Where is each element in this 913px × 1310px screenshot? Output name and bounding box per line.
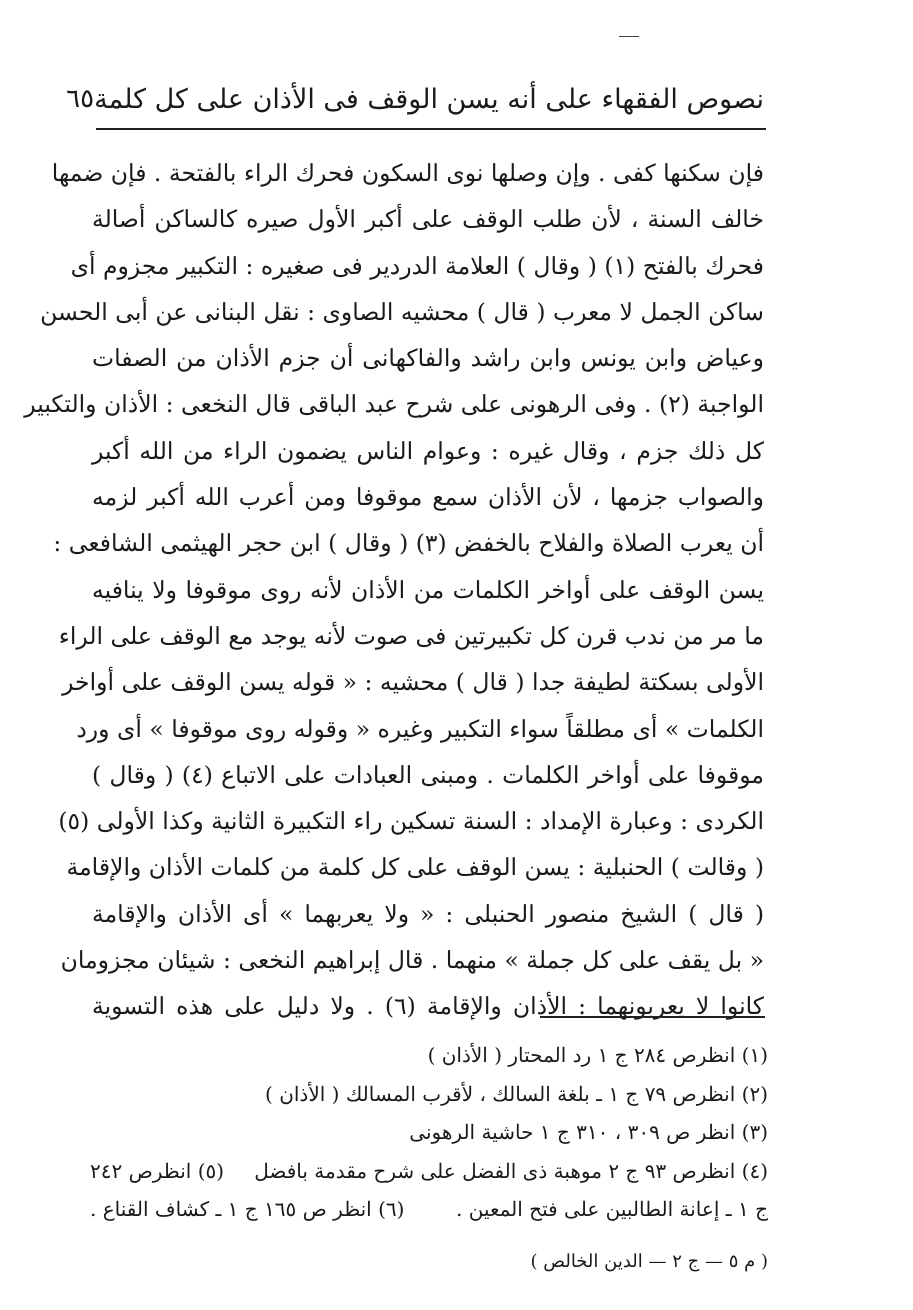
footnotes-section	[90, 1036, 768, 1229]
text-line: « بل يقف على كل جملة » منهما . قال إبراهيم النخعى : شيئان مجزومان	[60, 946, 764, 975]
text-line: ( وقالت ) الحنبلية : يسن الوقف على كل كلمة من كلمات الأذان والإقامة	[66, 853, 764, 882]
text-line: الأولى بسكتة لطيفة جدا ( قال ) محشيه : « قوله يسن الوقف على أواخر	[62, 668, 764, 697]
page-number: ٦٥	[66, 84, 95, 114]
text-line: ما مر من ندب قرن كل تكبيرتين فى صوت لأنه يوجد مع الوقف على الراء	[58, 621, 764, 650]
text-line: خالف السنة ، لأن طلب الوقف على أكبر الأول صيره كالساكن أصالة	[92, 205, 764, 234]
footnote-6: (٦) انظر ص ١٦٥ ج ١ ـ كشاف القناع .	[90, 1197, 405, 1221]
footnote-row-6	[90, 1190, 768, 1229]
footnote-5-continuation: ج ١ ـ إعانة الطالبين على فتح المعين .	[455, 1197, 768, 1221]
text-line: ( قال ) الشيخ منصور الحنبلى : « ولا يعربهما » أى الأذان والإقامة	[92, 899, 764, 928]
footnote-divider	[540, 1016, 765, 1018]
text-line: أن يعرب الصلاة والفلاح بالخفض (٣) ( وقال ) ابن حجر الهيثمى الشافعى :	[53, 529, 764, 558]
text-line: فحرك بالفتح (١) ( وقال ) العلامة الدردير فى صغيره : التكبير مجزوم أى	[70, 251, 764, 280]
footnote-3: (٣) انظر ص ٣٠٩ ، ٣١٠ ج ١ حاشية الرهونى	[409, 1120, 768, 1144]
text-line: فإن سكنها كفى . وإن وصلها نوى السكون فحرك الراء بالفتحة . فإن ضمها	[51, 159, 764, 187]
text-line: كانوا لا يعربونهما : الأذان والإقامة (٦) . ولا دليل على هذه التسوية	[92, 992, 764, 1021]
header-title: نصوص الفقهاء على أنه يسن الوقف فى الأذان على كل كلمة	[94, 83, 764, 115]
footnote-row-4-5	[90, 1152, 768, 1191]
text-line: يسن الوقف على أواخر الكلمات من الأذان لأنه روى موقوفا ولا ينافيه	[92, 575, 764, 604]
text-line: كل ذلك جزم ، وقال غيره : وعوام الناس يضمون الراء من الله أكبر	[92, 436, 764, 465]
text-line: ساكن الجمل لا معرب ( قال ) محشيه الصاوى : نقل البنانى عن أبى الحسن	[40, 297, 764, 326]
footnote-4: (٤) انظرص ٩٣ ج ٢ موهبة ذى الفضل على شرح مقدمة بافضل	[254, 1158, 768, 1183]
running-header	[66, 74, 764, 124]
footnote-1: (١) انظرص ٢٨٤ ج ١ رد المحتار ( الأذان )	[427, 1043, 768, 1067]
text-line: الكلمات » أى مطلقاً سواء التكبير وغيره « وقوله روى موقوفا » أى ورد	[76, 714, 764, 743]
header-divider	[96, 128, 766, 130]
footnote-5: (٥) انظرص ٢٤٢	[90, 1158, 225, 1183]
signature-line: ( م ٥ — ج ٢ — الدين الخالص )	[530, 1251, 768, 1272]
footnote-2: (٢) انظرص ٧٩ ج ١ ـ بلغة السالك ، لأقرب المسالك ( الأذان )	[265, 1081, 768, 1106]
text-line: وعياض وابن يونس وابن راشد والفاكهانى أن جزم الأذان من الصفات	[92, 344, 764, 373]
top-page-mark	[619, 36, 639, 37]
text-line: والصواب جزمها ، لأن الأذان سمع موقوفا ومن أعرب الله أكبر لزمه	[92, 483, 764, 512]
text-line: الواجبة (٢) . وفى الرهونى على شرح عبد الباقى قال النخعى : الأذان والتكبير	[24, 390, 764, 419]
text-line: موقوفا على أواخر الكلمات . ومبنى العبادات على الاتباع (٤) ( وقال )	[92, 760, 764, 789]
text-line: الكردى : وعبارة الإمداد : السنة تسكين راء التكبيرة الثانية وكذا الأولى (٥)	[58, 807, 764, 836]
main-text-body	[24, 150, 764, 1030]
